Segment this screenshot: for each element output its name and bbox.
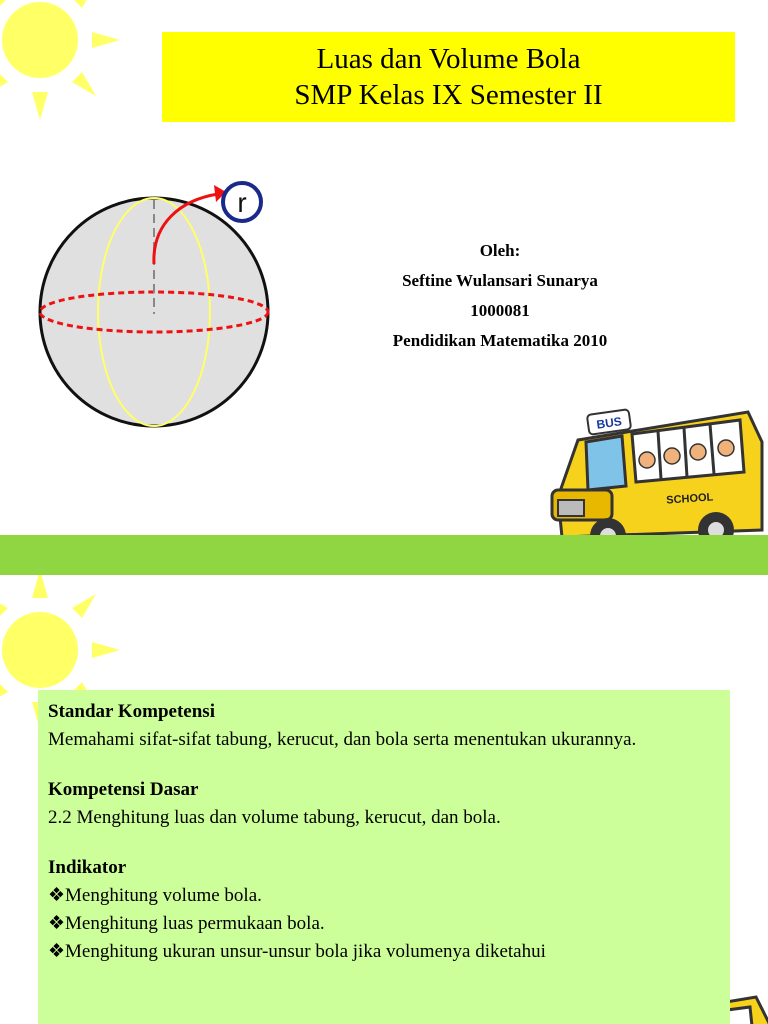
- standar-heading: Standar Kompetensi: [48, 701, 215, 722]
- sun-icon: [0, 0, 160, 160]
- indikator-item: ❖Menghitung volume bola.: [48, 885, 262, 906]
- title-line-2: SMP Kelas IX Semester II: [294, 79, 603, 111]
- author-student-id: 1000081: [470, 301, 530, 320]
- competency-box: [38, 690, 730, 1024]
- bus-roof-sign: BUS: [595, 414, 623, 432]
- bus-side-sign: SCHOOL: [665, 491, 714, 507]
- kompetensi-text: 2.2 Menghitung luas dan volume tabung, kerucut, dan bola.: [48, 807, 501, 828]
- grass-strip: [0, 535, 768, 575]
- standar-text: Memahami sifat-sifat tabung, kerucut, dan bola serta menentukan ukurannya.: [48, 729, 637, 750]
- sphere-diagram: [30, 172, 280, 437]
- radius-label: r: [237, 187, 247, 218]
- kompetensi-heading: Kompetensi Dasar: [48, 779, 199, 800]
- author-block: [330, 236, 670, 356]
- author-name: Seftine Wulansari Sunarya: [402, 271, 598, 290]
- author-by-label: Oleh:: [479, 241, 521, 260]
- author-program: Pendidikan Matematika 2010: [392, 331, 608, 350]
- title-line-1: Luas dan Volume Bola: [316, 43, 581, 75]
- competency-slide: [0, 575, 768, 1024]
- indikator-item: ❖Menghitung luas permukaan bola.: [48, 913, 325, 934]
- indikator-heading: Indikator: [48, 857, 127, 878]
- title-box: [162, 32, 735, 122]
- indikator-item: ❖Menghitung ukuran unsur-unsur bola jika volumenya diketahui: [48, 941, 546, 962]
